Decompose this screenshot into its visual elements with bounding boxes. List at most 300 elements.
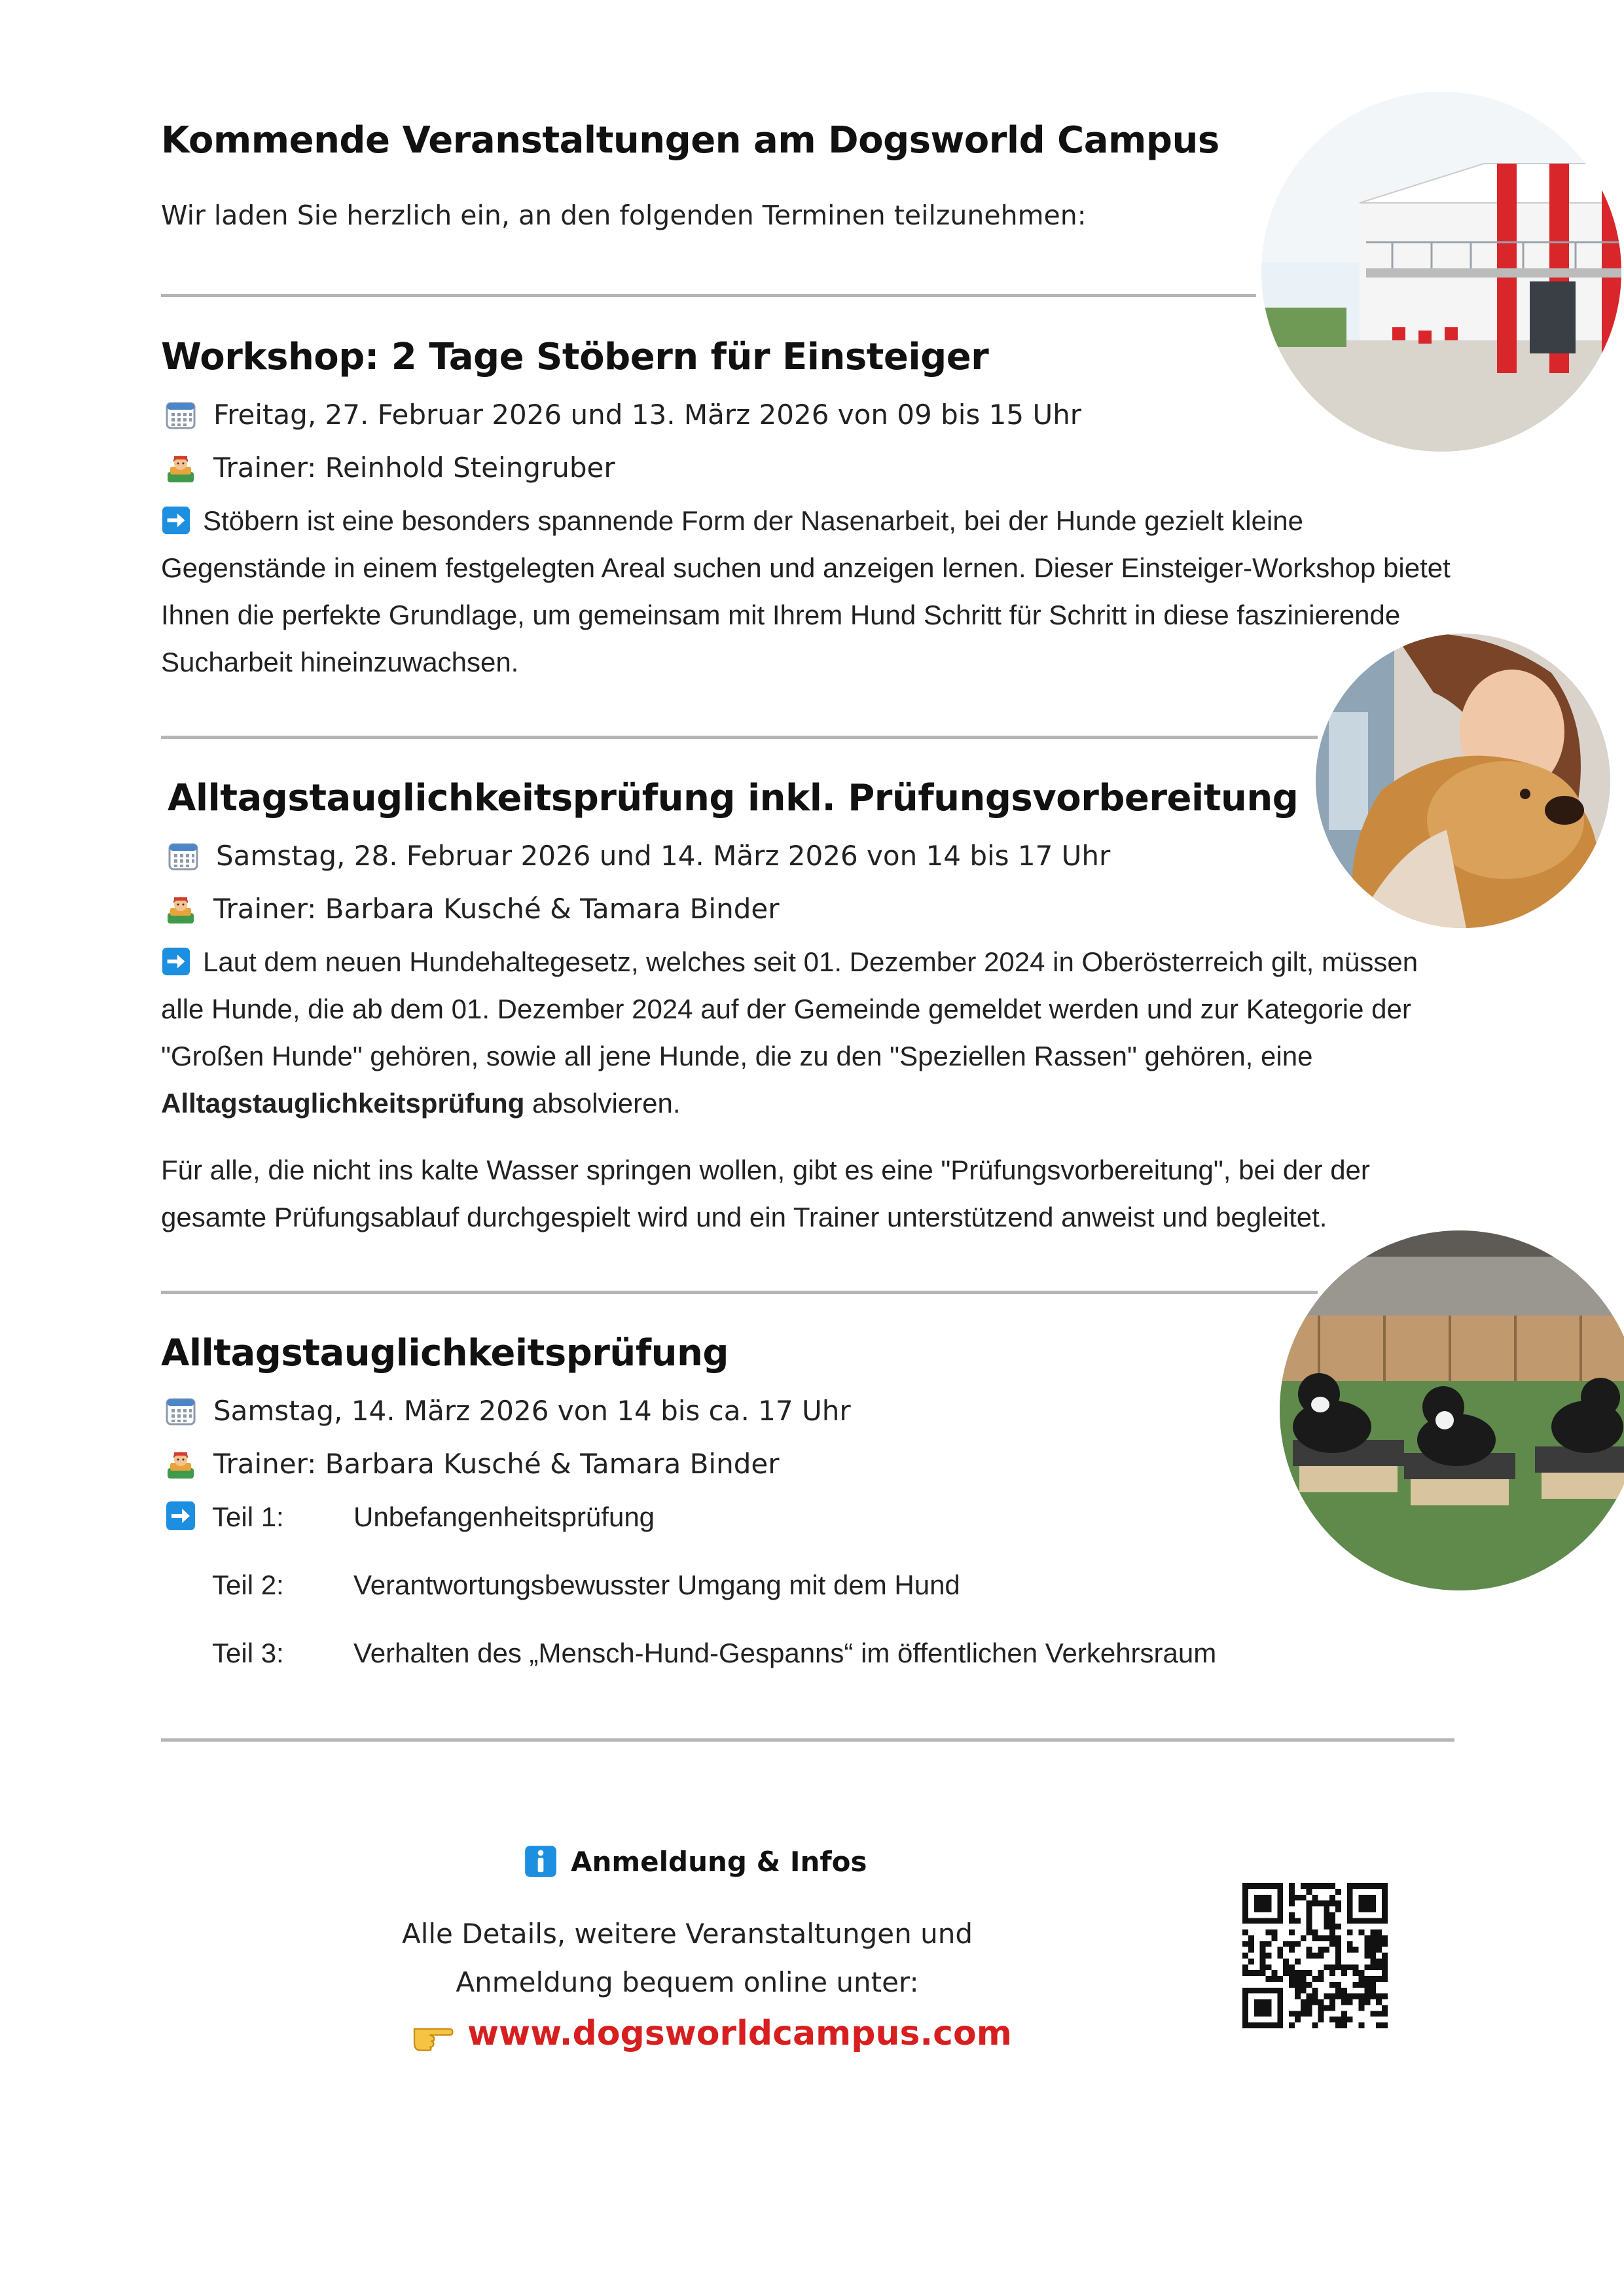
qr-module (1324, 1935, 1329, 1941)
qr-module (1242, 1918, 1248, 1924)
qr-module (1353, 1970, 1359, 1976)
website-link[interactable] (411, 2014, 1012, 2053)
date-text: Freitag, 27. Februar 2026 und 13. März 2026 von 09 bis 15 Uhr (213, 399, 1082, 431)
qr-module (1289, 1895, 1295, 1901)
registration-line-1: Alle Details, weitere Veranstaltungen und (401, 1918, 973, 1950)
qr-module (1329, 1964, 1335, 1970)
qr-module (1260, 1988, 1266, 1994)
qr-module (1318, 1883, 1324, 1889)
qr-module (1301, 1982, 1307, 1988)
qr-module (1289, 1912, 1295, 1918)
qr-module (1347, 1901, 1353, 1907)
qr-module (1370, 1935, 1376, 1941)
qr-module (1295, 1895, 1301, 1901)
qr-module (1266, 2005, 1272, 2011)
qr-module (1242, 1912, 1248, 1918)
part-text: Verantwortungsbewusster Umgang mit dem Hund (353, 1570, 960, 1600)
qr-module (1301, 2005, 1307, 2011)
qr-module (1359, 1976, 1365, 1982)
qr-module (1347, 1941, 1353, 1947)
qr-module (1376, 2011, 1382, 2017)
qr-code[interactable] (1242, 1883, 1388, 2028)
qr-module (1242, 1907, 1248, 1912)
qr-module (1370, 1883, 1376, 1889)
qr-module (1382, 1941, 1388, 1947)
qr-module (1347, 2000, 1353, 2005)
qr-module (1376, 1941, 1382, 1947)
qr-module (1370, 1976, 1376, 1982)
qr-module (1335, 1901, 1341, 1907)
qr-module (1312, 1994, 1318, 2000)
qr-module (1376, 1935, 1382, 1941)
qr-module (1260, 1953, 1266, 1959)
qr-module (1301, 1976, 1307, 1982)
qr-module (1341, 2011, 1347, 2017)
qr-module (1266, 1964, 1272, 1970)
description-bold: Alltagstauglichkeitsprüfung (161, 1088, 525, 1119)
qr-module (1324, 1924, 1329, 1929)
qr-module (1318, 2000, 1324, 2005)
qr-module (1335, 1988, 1341, 1994)
qr-module (1359, 1970, 1365, 1976)
qr-module (1254, 1895, 1260, 1901)
qr-module (1335, 2017, 1341, 2022)
qr-module (1364, 1994, 1370, 2000)
qr-module (1376, 2022, 1382, 2028)
qr-module (1283, 1970, 1289, 1976)
qr-module (1271, 1988, 1277, 1994)
qr-module (1347, 1889, 1353, 1895)
qr-module (1289, 1970, 1295, 1976)
exam-part-2 (212, 1570, 960, 1601)
qr-module (1289, 1918, 1295, 1924)
qr-module (1242, 2011, 1248, 2017)
qr-module (1271, 2022, 1277, 2028)
part-label: Teil 3: (212, 1638, 284, 1668)
qr-module (1382, 1958, 1388, 1964)
qr-module (1307, 1883, 1312, 1889)
qr-module (1307, 1929, 1312, 1935)
qr-module (1312, 1988, 1318, 1994)
qr-module (1266, 2022, 1272, 2028)
qr-module (1266, 2011, 1272, 2017)
qr-module (1376, 1929, 1382, 1935)
qr-module (1242, 2000, 1248, 2005)
qr-module (1260, 1883, 1266, 1889)
registration-text (373, 1910, 1001, 2007)
trainer-text: Trainer: Reinhold Steingruber (213, 452, 615, 484)
qr-module (1341, 2017, 1347, 2022)
qr-module (1329, 2000, 1335, 2005)
qr-module (1382, 1918, 1388, 1924)
qr-module (1370, 1982, 1376, 1988)
qr-module (1382, 1976, 1388, 1982)
qr-module (1353, 1964, 1359, 1970)
qr-module (1370, 1895, 1376, 1901)
qr-module (1312, 1935, 1318, 1941)
qr-module (1289, 1982, 1295, 1988)
qr-module (1359, 1994, 1365, 2000)
section-description (161, 497, 1464, 686)
registration-line-2: Anmeldung bequem online unter: (456, 1966, 919, 1998)
qr-module (1364, 1883, 1370, 1889)
qr-module (1295, 1958, 1301, 1964)
qr-module (1370, 1947, 1376, 1953)
qr-module (1248, 1958, 1254, 1964)
qr-module (1254, 1918, 1260, 1924)
qr-module (1382, 2022, 1388, 2028)
qr-module (1271, 1970, 1277, 1976)
arrow-right-icon (165, 1500, 196, 1532)
qr-module (1289, 1883, 1295, 1889)
qr-module (1283, 1958, 1289, 1964)
qr-module (1242, 1889, 1248, 1895)
qr-module (1376, 1964, 1382, 1970)
qr-module (1370, 2011, 1376, 2017)
qr-module (1242, 2005, 1248, 2011)
qr-module (1382, 2005, 1388, 2011)
qr-module (1329, 1895, 1335, 1901)
qr-module (1254, 2000, 1260, 2005)
qr-module (1370, 1918, 1376, 1924)
qr-module (1277, 2011, 1283, 2017)
qr-module (1260, 1958, 1266, 1964)
qr-module (1260, 2022, 1266, 2028)
qr-module (1335, 1994, 1341, 2000)
qr-module (1277, 1947, 1283, 1953)
qr-module (1353, 1947, 1359, 1953)
exam-part-3 (212, 1638, 1216, 1669)
qr-module (1295, 1918, 1301, 1924)
qr-module (1242, 2022, 1248, 2028)
date-text: Samstag, 28. Februar 2026 und 14. März 2026 von 14 bis 17 Uhr (216, 840, 1111, 872)
qr-module (1382, 1964, 1388, 1970)
qr-module (1324, 1907, 1329, 1912)
qr-module (1312, 2000, 1318, 2005)
qr-module (1266, 1907, 1272, 1912)
exam-part-1 (212, 1501, 655, 1533)
qr-module (1289, 1901, 1295, 1907)
qr-module (1266, 1953, 1272, 1959)
qr-module (1347, 1947, 1353, 1953)
section-description-2: Für alle, die nicht ins kalte Wasser springen wollen, gibt es eine "Prüfungsvorbereitung", bei der der gesamte Prüfungsablauf durchgespielt wird und ein Trainer unterstützend anweist und begleitet. (161, 1155, 1370, 1232)
qr-module (1277, 1883, 1283, 1889)
qr-module (1271, 1929, 1277, 1935)
qr-module (1359, 1895, 1365, 1901)
qr-module (1353, 1994, 1359, 2000)
qr-module (1370, 1941, 1376, 1947)
qr-module (1359, 1883, 1365, 1889)
qr-module (1353, 1883, 1359, 1889)
qr-module (1277, 2022, 1283, 2028)
qr-module (1382, 1883, 1388, 1889)
qr-module (1376, 1947, 1382, 1953)
section-title-atp: Alltagstauglichkeitsprüfung (161, 1332, 729, 1374)
woman-dog-photo (1316, 634, 1610, 928)
qr-module (1359, 1901, 1365, 1907)
qr-module (1364, 2000, 1370, 2005)
qr-module (1248, 1970, 1254, 1976)
calendar-icon (165, 1395, 196, 1427)
qr-module (1347, 1895, 1353, 1901)
qr-module (1370, 1901, 1376, 1907)
qr-module (1242, 1964, 1248, 1970)
qr-module (1277, 1895, 1283, 1901)
qr-module (1312, 2022, 1318, 2028)
divider (161, 1291, 1318, 1294)
qr-module (1295, 2011, 1301, 2017)
part-label: Teil 1: (212, 1501, 284, 1532)
qr-module (1359, 2005, 1365, 2011)
qr-module (1307, 2000, 1312, 2005)
qr-module (1242, 1929, 1248, 1935)
part-text: Unbefangenheitsprüfung (353, 1501, 655, 1532)
qr-module (1277, 1889, 1283, 1895)
qr-module (1335, 1907, 1341, 1912)
qr-module (1307, 1970, 1312, 1976)
qr-module (1364, 1895, 1370, 1901)
qr-module (1307, 1907, 1312, 1912)
info-icon (524, 1844, 558, 1878)
qr-module (1370, 1994, 1376, 2000)
qr-module (1295, 1982, 1301, 1988)
qr-module (1248, 1883, 1254, 1889)
qr-module (1382, 1907, 1388, 1912)
qr-module (1307, 1918, 1312, 1924)
qr-module (1376, 1918, 1382, 1924)
qr-module (1307, 1912, 1312, 1918)
arrow-right-icon (161, 946, 191, 977)
qr-module (1260, 2005, 1266, 2011)
pointing-hand-icon (411, 2015, 454, 2052)
qr-module (1335, 2022, 1341, 2028)
qr-module (1364, 1988, 1370, 1994)
qr-module (1324, 2005, 1329, 2011)
part-text: Verhalten des „Mensch-Hund-Gespanns“ im öffentlichen Verkehrsraum (353, 1638, 1217, 1668)
qr-module (1277, 1994, 1283, 2000)
arrow-right-icon (161, 505, 191, 535)
qr-module (1277, 1912, 1283, 1918)
qr-module (1382, 1889, 1388, 1895)
qr-module (1364, 1982, 1370, 1988)
calendar-icon (168, 840, 199, 872)
qr-module (1335, 1941, 1341, 1947)
qr-module (1242, 2017, 1248, 2022)
qr-module (1347, 1907, 1353, 1912)
qr-module (1307, 1947, 1312, 1953)
qr-module (1277, 1901, 1283, 1907)
qr-module (1254, 1883, 1260, 1889)
qr-module (1329, 1982, 1335, 1988)
qr-module (1295, 1988, 1301, 1994)
qr-module (1266, 2000, 1272, 2005)
qr-module (1364, 1953, 1370, 1959)
qr-module (1301, 1970, 1307, 1976)
qr-module (1277, 1976, 1283, 1982)
qr-module (1376, 1994, 1382, 2000)
qr-module (1289, 1889, 1295, 1895)
page-title: Kommende Veranstaltungen am Dogsworld Campus (161, 119, 1219, 162)
qr-module (1312, 1953, 1318, 1959)
date-text: Samstag, 14. März 2026 von 14 bis ca. 17 Uhr (213, 1395, 851, 1427)
qr-module (1335, 1889, 1341, 1895)
qr-module (1329, 1929, 1335, 1935)
website-url[interactable]: www.dogsworldcampus.com (467, 2014, 1012, 2053)
qr-module (1364, 1935, 1370, 1941)
qr-module (1318, 2017, 1324, 2022)
qr-module (1248, 1947, 1254, 1953)
qr-module (1364, 1947, 1370, 1953)
campus-building-photo (1261, 92, 1621, 452)
qr-module (1359, 1929, 1365, 1935)
qr-module (1335, 1964, 1341, 1970)
qr-module (1301, 2011, 1307, 2017)
qr-module (1329, 1883, 1335, 1889)
qr-module (1289, 1947, 1295, 1953)
qr-module (1254, 1988, 1260, 1994)
qr-module (1347, 1929, 1353, 1935)
qr-module (1329, 1918, 1335, 1924)
qr-module (1347, 1964, 1353, 1970)
section-trainer (165, 452, 615, 484)
qr-module (1242, 1994, 1248, 2000)
qr-module (1318, 1953, 1324, 1959)
qr-module (1271, 1883, 1277, 1889)
qr-module (1295, 1976, 1301, 1982)
qr-module (1370, 1958, 1376, 1964)
description-text-end: absolvieren. (524, 1088, 681, 1119)
divider (161, 1738, 1454, 1742)
qr-module (1242, 1953, 1248, 1959)
qr-module (1359, 2022, 1365, 2028)
qr-module (1359, 2000, 1365, 2005)
qr-module (1376, 2000, 1382, 2005)
qr-module (1301, 1883, 1307, 1889)
qr-module (1248, 2022, 1254, 2028)
qr-module (1242, 1988, 1248, 1994)
qr-module (1324, 1901, 1329, 1907)
qr-module (1364, 1976, 1370, 1982)
qr-module (1289, 1929, 1295, 1935)
qr-module (1295, 1970, 1301, 1976)
section-date (168, 840, 1110, 872)
qr-module (1283, 1941, 1289, 1947)
qr-module (1376, 1976, 1382, 1982)
qr-module (1335, 1924, 1341, 1929)
intro-text: Wir laden Sie herzlich ein, an den folgenden Terminen teilzunehmen: (161, 200, 1087, 231)
section-title-workshop: Workshop: 2 Tage Stöbern für Einsteiger (161, 336, 989, 378)
qr-module (1382, 2011, 1388, 2017)
qr-module (1295, 2017, 1301, 2022)
qr-module (1277, 1907, 1283, 1912)
qr-module (1347, 2017, 1353, 2022)
qr-module (1318, 2011, 1324, 2017)
qr-module (1248, 1918, 1254, 1924)
qr-module (1307, 2005, 1312, 2011)
qr-module (1318, 2005, 1324, 2011)
section-trainer (165, 1448, 780, 1480)
qr-module (1341, 1970, 1347, 1976)
qr-module (1329, 1912, 1335, 1918)
qr-module (1254, 2005, 1260, 2011)
qr-module (1248, 1935, 1254, 1941)
dogs-training-hall-photo (1280, 1230, 1624, 1590)
qr-module (1307, 1953, 1312, 1959)
qr-module (1260, 1970, 1266, 1976)
qr-module (1370, 1907, 1376, 1912)
qr-module (1329, 1901, 1335, 1907)
part-label: Teil 2: (212, 1570, 284, 1600)
section-title-atp-prep: Alltagstauglichkeitsprüfung inkl. Prüfungsvorbereitung (168, 777, 1299, 819)
trainer-text: Trainer: Barbara Kusché & Tamara Binder (213, 893, 780, 925)
qr-module (1271, 1935, 1277, 1941)
qr-module (1260, 1964, 1266, 1970)
qr-module (1277, 1918, 1283, 1924)
qr-module (1347, 1994, 1353, 2000)
qr-module (1266, 1901, 1272, 1907)
qr-module (1359, 1982, 1365, 1988)
qr-module (1266, 1941, 1272, 1947)
qr-module (1318, 1901, 1324, 1907)
qr-module (1341, 1988, 1347, 1994)
qr-module (1382, 1953, 1388, 1959)
divider (161, 294, 1256, 297)
qr-module (1312, 1929, 1318, 1935)
qr-module (1307, 1924, 1312, 1929)
qr-module (1353, 1918, 1359, 1924)
qr-module (1335, 1982, 1341, 1988)
qr-module (1312, 1901, 1318, 1907)
section-date (165, 1395, 851, 1427)
qr-module (1329, 2017, 1335, 2022)
qr-module (1295, 1994, 1301, 2000)
qr-module (1289, 1941, 1295, 1947)
qr-module (1382, 1970, 1388, 1976)
trainer-icon (165, 452, 196, 484)
qr-module (1260, 1895, 1266, 1901)
qr-module (1277, 2000, 1283, 2005)
qr-module (1370, 1953, 1376, 1959)
qr-module (1260, 1947, 1266, 1953)
qr-module (1289, 1976, 1295, 1982)
qr-module (1254, 1970, 1260, 1976)
trainer-icon (165, 893, 196, 925)
qr-module (1271, 1976, 1277, 1982)
trainer-text: Trainer: Barbara Kusché & Tamara Binder (213, 1448, 780, 1480)
qr-module (1242, 1895, 1248, 1901)
qr-module (1341, 1994, 1347, 2000)
qr-module (1318, 1976, 1324, 1982)
qr-module (1382, 1935, 1388, 1941)
qr-module (1382, 1994, 1388, 2000)
qr-module (1329, 1994, 1335, 2000)
qr-module (1324, 1918, 1329, 1924)
qr-module (1307, 1994, 1312, 2000)
qr-module (1364, 1941, 1370, 1947)
qr-module (1248, 1988, 1254, 1994)
qr-module (1295, 1941, 1301, 1947)
qr-module (1289, 2022, 1295, 2028)
qr-module (1329, 1924, 1335, 1929)
qr-module (1242, 1883, 1248, 1889)
calendar-icon (165, 399, 196, 431)
qr-module (1359, 1907, 1365, 1912)
qr-module (1271, 1918, 1277, 1924)
divider (161, 736, 1318, 739)
qr-module (1370, 1988, 1376, 1994)
qr-module (1277, 2017, 1283, 2022)
qr-module (1266, 1918, 1272, 1924)
